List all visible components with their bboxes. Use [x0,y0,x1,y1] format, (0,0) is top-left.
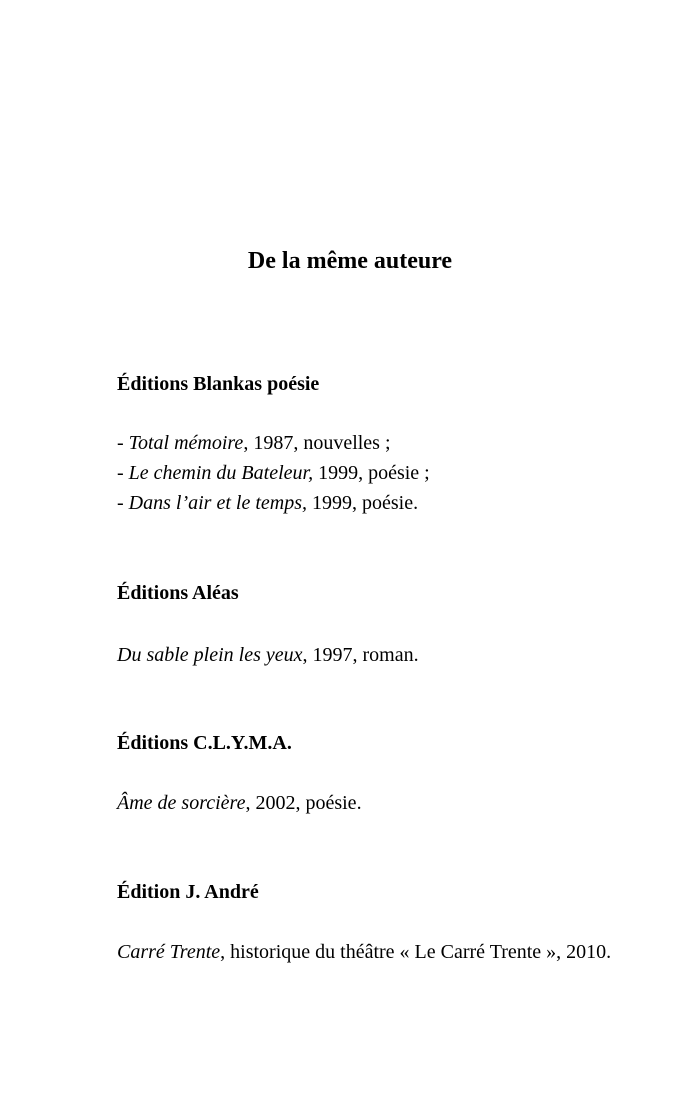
work-title: Le chemin du Bateleur, [128,462,314,484]
work-details: 1999, poésie. [306,492,419,514]
list-dash: - [117,462,129,484]
work-details: , 1997, roman. [302,644,419,666]
list-item [117,488,418,518]
work-title: Du sable plein les yeux [117,644,303,666]
page-title: De la même auteure [247,248,453,274]
list-item [88,937,614,967]
list-item [117,458,430,488]
work-title: Carré Trente [117,941,221,963]
work-details: , 2002, poésie. [245,792,362,814]
list-item [117,640,419,670]
work-details: 1999, poésie ; [313,462,430,484]
list-dash: - [117,492,129,514]
list-item [117,788,362,818]
work-title: Total mémoire [128,432,244,454]
section-heading-j-andre: Édition J. André [117,881,259,903]
work-title: Âme de sorcière [117,792,246,814]
work-details: , historique du théâtre « Le Carré Trente », 2010. [220,941,612,963]
list-dash: - [117,432,129,454]
section-heading-blankas: Éditions Blankas poésie [117,373,320,395]
section-heading-clyma: Éditions C.L.Y.M.A. [117,732,292,754]
work-title: Dans l’air et le temps, [128,492,307,514]
section-heading-aleas: Éditions Aléas [117,582,239,604]
list-item [117,428,391,458]
work-details: , 1987, nouvelles ; [243,432,391,454]
